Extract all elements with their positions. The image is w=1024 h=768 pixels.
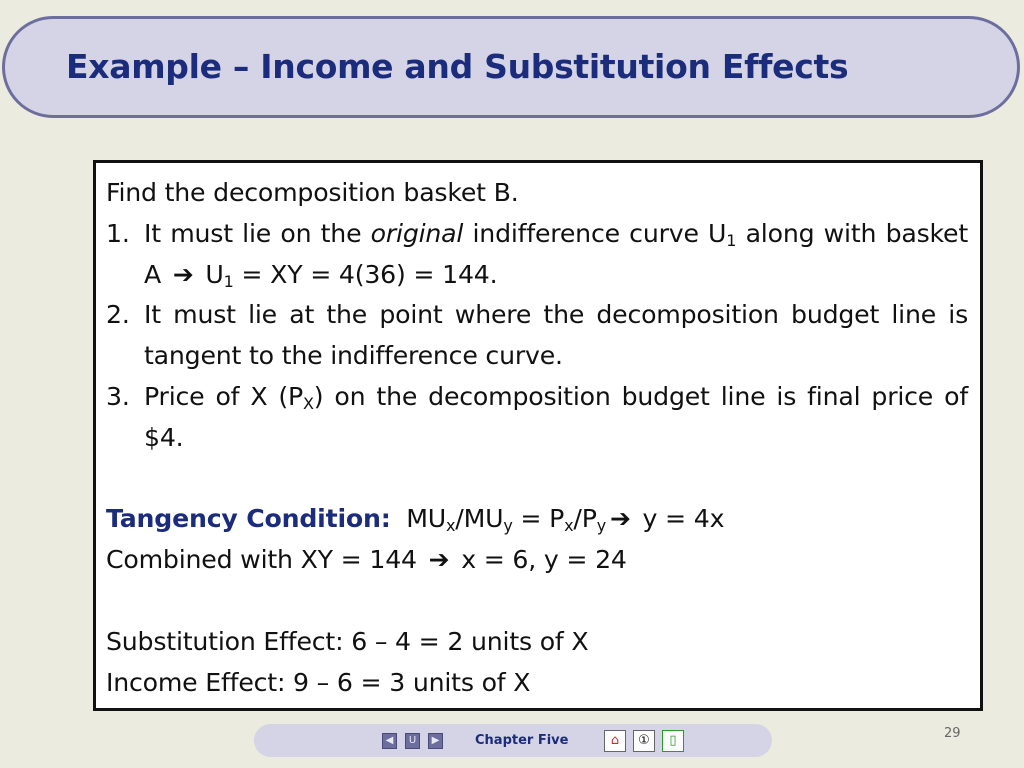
list-number: 2.	[106, 300, 130, 330]
text-segment: Price of X (P	[144, 381, 304, 411]
list-item-3	[106, 377, 968, 459]
tangency-label: Tangency Condition:	[106, 504, 391, 534]
text-segment: indifference curve U	[463, 218, 727, 248]
subscript: x	[446, 516, 456, 536]
tangency-condition	[106, 499, 968, 540]
subscript: 1	[726, 230, 737, 250]
text-segment: along with basket A	[144, 218, 968, 289]
intro-text: Find the decomposition basket B.	[106, 178, 519, 207]
text-segment: MU	[406, 504, 446, 534]
list-item-text: It must lie at the point where the decomposition budget line is tangent to the indifference curve.	[144, 300, 968, 371]
chapter-label[interactable]: Chapter Five	[475, 733, 569, 748]
combined-line	[106, 540, 968, 581]
spacer	[106, 581, 968, 622]
home-icon[interactable]: ⌂	[604, 730, 626, 752]
next-slide-icon[interactable]: ▶	[428, 733, 443, 749]
subscript: 1	[223, 271, 234, 291]
list-item-text	[144, 377, 968, 459]
arrow-icon: ➔	[172, 259, 194, 289]
prev-slide-icon[interactable]: ◀	[382, 733, 397, 749]
substitution-effect: Substitution Effect: 6 – 4 = 2 units of X	[106, 626, 589, 656]
copyright-icon[interactable]: ①	[633, 730, 655, 752]
income-effect: Income Effect: 9 – 6 = 3 units of X	[106, 667, 531, 697]
list-item-text	[144, 214, 968, 296]
text-segment: = XY = 4(36) = 144.	[233, 259, 498, 289]
slide-title: Example – Income and Substitution Effects	[66, 47, 849, 86]
up-icon[interactable]: U	[405, 733, 420, 749]
content-box	[93, 160, 983, 711]
subscript: x	[564, 516, 574, 536]
arrow-icon: ➔	[428, 545, 450, 575]
text-segment: /MU	[455, 504, 504, 534]
italic-word: original	[370, 218, 464, 248]
text-segment: /P	[573, 504, 597, 534]
list-item-2	[106, 295, 968, 377]
list-number: 1.	[106, 218, 130, 248]
text-segment: U	[197, 259, 224, 289]
arrow-icon: ➔	[609, 504, 631, 534]
text-segment: y = 4x	[634, 504, 725, 534]
text-segment: ) on the decomposition budget line is final price of $4.	[144, 381, 968, 452]
exit-icon[interactable]: ▯	[662, 730, 684, 752]
list-item-1	[106, 214, 968, 296]
subscript: y	[503, 516, 513, 536]
page-number: 29	[944, 726, 961, 741]
text-segment: = P	[512, 504, 565, 534]
text-segment: It must lie on the	[144, 218, 371, 248]
subscript: X	[303, 393, 314, 413]
text-segment: x = 6, y = 24	[453, 545, 627, 575]
text-segment: Combined with XY = 144	[106, 545, 425, 575]
list-number: 3.	[106, 381, 130, 411]
spacer	[106, 459, 968, 500]
subscript: y	[596, 516, 606, 536]
